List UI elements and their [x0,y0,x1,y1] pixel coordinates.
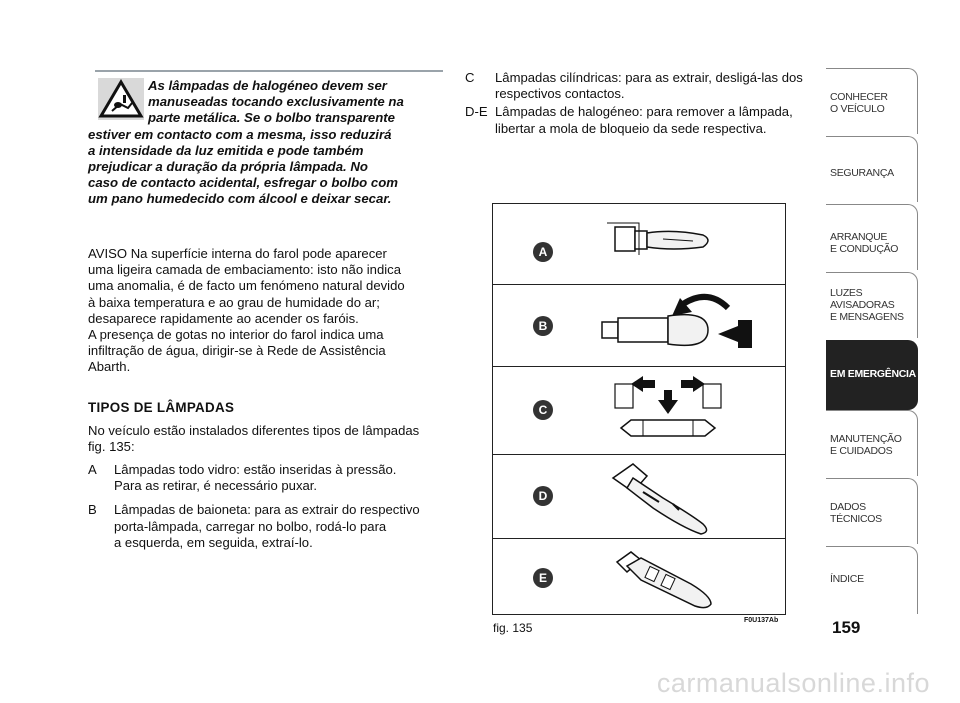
panel-label: D [533,486,553,506]
item-key: A [88,462,97,477]
figure-panel-c [493,366,785,455]
warning-line: um pano humedecido com álcool e deixar secar. [88,191,392,207]
halogen-h4-bulb-icon [603,458,723,536]
tab-label: CONHECER [830,91,888,103]
notice-line: desaparece rapidamente ao acender os faróis. [88,310,359,326]
warning-line: a intensidade da luz emitida e pode também [88,142,364,158]
item-line: a esquerda, em seguida, extraí-lo. [114,534,313,550]
list-item [465,70,825,102]
list-item [88,462,448,494]
figure-panel-a [493,204,785,285]
warning-line: caso de contacto acidental, esfregar o bolbo com [88,175,398,191]
tab-label: MANUTENÇÃO [830,433,902,445]
tab-em-emergencia[interactable] [826,340,918,410]
item-line: Para as retirar, é necessário puxar. [114,478,318,494]
tab-label: LUZES [830,287,863,299]
intro-paragraph [88,423,448,455]
tab-label: ARRANQUE [830,231,888,243]
tab-label: DADOS [830,501,866,513]
intro-line: No veículo estão instalados diferentes tipos de lâmpadas [88,423,420,438]
notice-line: à baixa temperatura e ao grau de humidade do ar; [88,294,380,310]
figure-panel-d [493,454,785,539]
page-number: 159 [832,618,861,637]
tab-seguranca[interactable] [826,136,918,202]
tab-conhecer-o-veiculo[interactable] [826,68,918,134]
item-line: respectivos contactos. [495,86,625,102]
bayonet-bulb-icon [588,290,778,362]
item-key: B [88,502,97,518]
tab-label: AVISADORAS [830,299,895,311]
tab-luzes-avisadoras[interactable] [826,272,918,338]
cylindrical-bulb-icon [613,370,733,450]
list-item [88,502,448,551]
tab-dados-tecnicos[interactable] [826,478,918,544]
all-glass-bulb-icon [603,219,753,279]
item-key: D-E [465,104,488,120]
list-item [465,104,825,136]
halogen-warning-text [88,78,444,208]
item-key: C [465,70,475,85]
notice-line: uma anomalia, é de facto um fenómeno natural devido [88,278,405,294]
watermark [0,668,960,699]
item-line: Lâmpadas todo vidro: estão inseridas à pressão. [114,462,397,477]
item-line: Lâmpadas cilíndricas: para as extrair, desligá-las dos [495,70,803,85]
item-line: Lâmpadas de baioneta: para as extrair do respectivo [114,502,420,518]
intro-line: fig. 135: [88,439,135,455]
notice-line: AVISO Na superfície interna do farol pode aparecer [88,246,387,261]
bulb-type-list-left [88,462,448,559]
section-title: TIPOS DE LÂMPADAS [88,400,235,415]
tab-label: TÉCNICOS [830,513,882,525]
warning-line: manuseadas tocando exclusivamente na [148,94,404,110]
halogen-h1-bulb-icon [611,544,731,612]
figure-panel-b [493,284,785,367]
bulb-types-figure [492,203,786,615]
notice-line: A presença de gotas no interior do farol indica uma [88,327,384,343]
item-line: libertar a mola de bloqueio da sede respectiva. [495,120,767,136]
bulb-type-list-right [465,70,825,139]
tab-label: EM EMERGÊNCIA [830,368,916,380]
warning-line: estiver em contacto com a mesma, isso reduzirá [88,126,392,142]
panel-label: A [533,242,553,262]
panel-label: B [533,316,553,336]
notice-line: infiltração de água, dirigir-se à Rede de Assistência [88,343,386,359]
item-line: porta-lâmpada, carregar no bolbo, rodá-lo para [114,518,387,534]
item-line: Lâmpadas de halogéneo: para remover a lâmpada, [495,104,793,120]
tab-label: E CONDUÇÃO [830,243,899,255]
figure-panel-e [493,538,785,614]
figure-caption: fig. 135 [493,621,533,635]
figure-code: F0U137Ab [744,617,779,624]
tab-label: E CUIDADOS [830,445,893,457]
tab-label: SEGURANÇA [830,167,894,179]
panel-label: C [533,400,553,420]
watermark-text: carmanualsonline.info [656,668,930,698]
panel-label: E [533,568,553,588]
tab-indice[interactable] [826,546,918,614]
notice-line: uma ligeira camada de embaciamento: isto não indica [88,262,401,278]
warning-line: prejudicar a duração da própria lâmpada. No [88,159,368,175]
warning-line: parte metálica. Se o bolbo transparente [148,110,395,126]
notice-paragraph [88,246,448,376]
tab-label: ÍNDICE [830,573,864,585]
tab-label: E MENSAGENS [830,311,904,323]
tab-label: O VEÍCULO [830,103,885,115]
tab-arranque-e-conducao[interactable] [826,204,918,270]
warning-line: As lâmpadas de halogéneo devem ser [148,78,387,93]
warning-rule [95,70,443,72]
tab-manutencao-e-cuidados[interactable] [826,410,918,476]
notice-line: Abarth. [88,359,131,375]
